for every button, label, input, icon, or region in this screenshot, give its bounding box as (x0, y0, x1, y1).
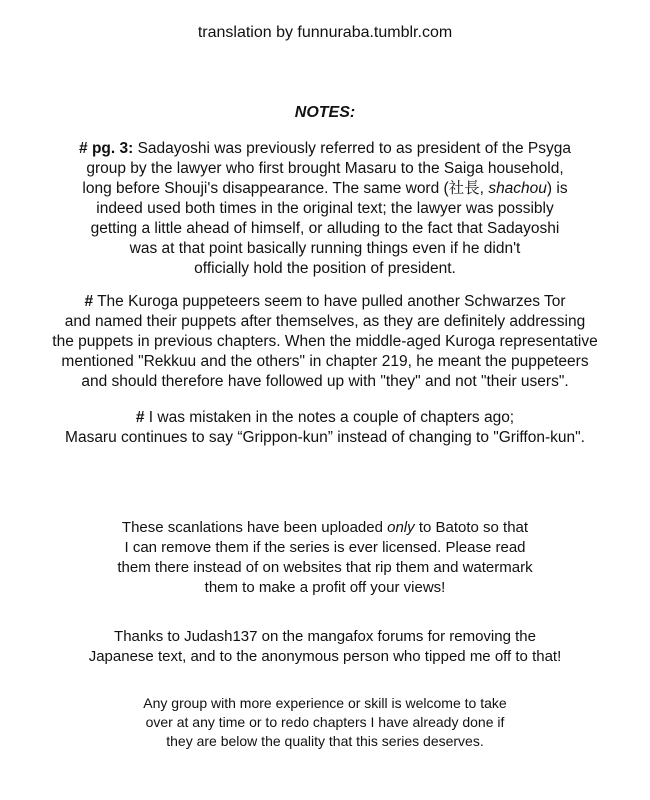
note-page-3 (30, 139, 620, 279)
note-line: and should therefore have followed up with "they" and not "their users". (81, 373, 569, 390)
note-line: Masaru continues to say “Grippon-kun” instead of changing to "Griffon-kun". (65, 429, 585, 446)
italic-term: shachou (488, 180, 547, 197)
scanlation-notice (30, 518, 620, 598)
note-line: # I was mistaken in the notes a couple of chapters ago; (135, 409, 515, 426)
note-marker: # pg. 3: (79, 140, 134, 157)
note-line: the puppets in previous chapters. When the middle-aged Kuroga representative (52, 333, 598, 350)
note-line: was at that point basically running things even if he didn't (129, 240, 521, 257)
notes-heading: NOTES: (294, 104, 356, 121)
note-line: group by the lawyer who first brought Masaru to the Saiga household, (86, 160, 564, 177)
note-kuroga-puppeteers (30, 292, 620, 392)
note-line: indeed used both times in the original text; the lawyer was possibly (96, 200, 554, 217)
thanks-line: Thanks to Judash137 on the mangafox forums for removing the (114, 628, 536, 645)
note-marker: # (84, 293, 94, 310)
invitation-line: they are below the quality that this series deserves. (166, 733, 484, 749)
note-line: mentioned "Rekkuu and the others" in chapter 219, he meant the puppeteers (61, 353, 589, 370)
notice-line: I can remove them if the series is ever licensed. Please read (124, 539, 526, 556)
translator-credit: translation by funnuraba.tumblr.com (197, 24, 453, 41)
italic-emphasis: only (387, 519, 415, 536)
note-line: # pg. 3: Sadayoshi was previously referred to as president of the Psyga (79, 140, 571, 157)
notice-line: them there instead of on websites that rip them and watermark (117, 559, 533, 576)
note-line: and named their puppets after themselves, as they are definitely addressing (64, 313, 586, 330)
notice-line: them to make a profit off your views! (204, 579, 446, 596)
invitation-line: Any group with more experience or skill is welcome to take (143, 695, 507, 711)
note-line: getting a little ahead of himself, or alluding to the fact that Sadayoshi (90, 220, 560, 237)
group-invitation (30, 694, 620, 751)
note-line: # The Kuroga puppeteers seem to have pulled another Schwarzes Tor (84, 293, 566, 310)
invitation-line: over at any time or to redo chapters I have already done if (145, 714, 505, 730)
note-grippon-correction (30, 408, 620, 448)
thanks-line: Japanese text, and to the anonymous person who tipped me off to that! (88, 648, 562, 665)
thanks-note (30, 627, 620, 667)
notice-line: These scanlations have been uploaded only to Batoto so that (121, 519, 529, 536)
note-marker: # (135, 409, 145, 426)
note-line: long before Shouji's disappearance. The same word (社長, shachou) is (82, 180, 568, 197)
note-line: officially hold the position of president. (194, 260, 456, 277)
